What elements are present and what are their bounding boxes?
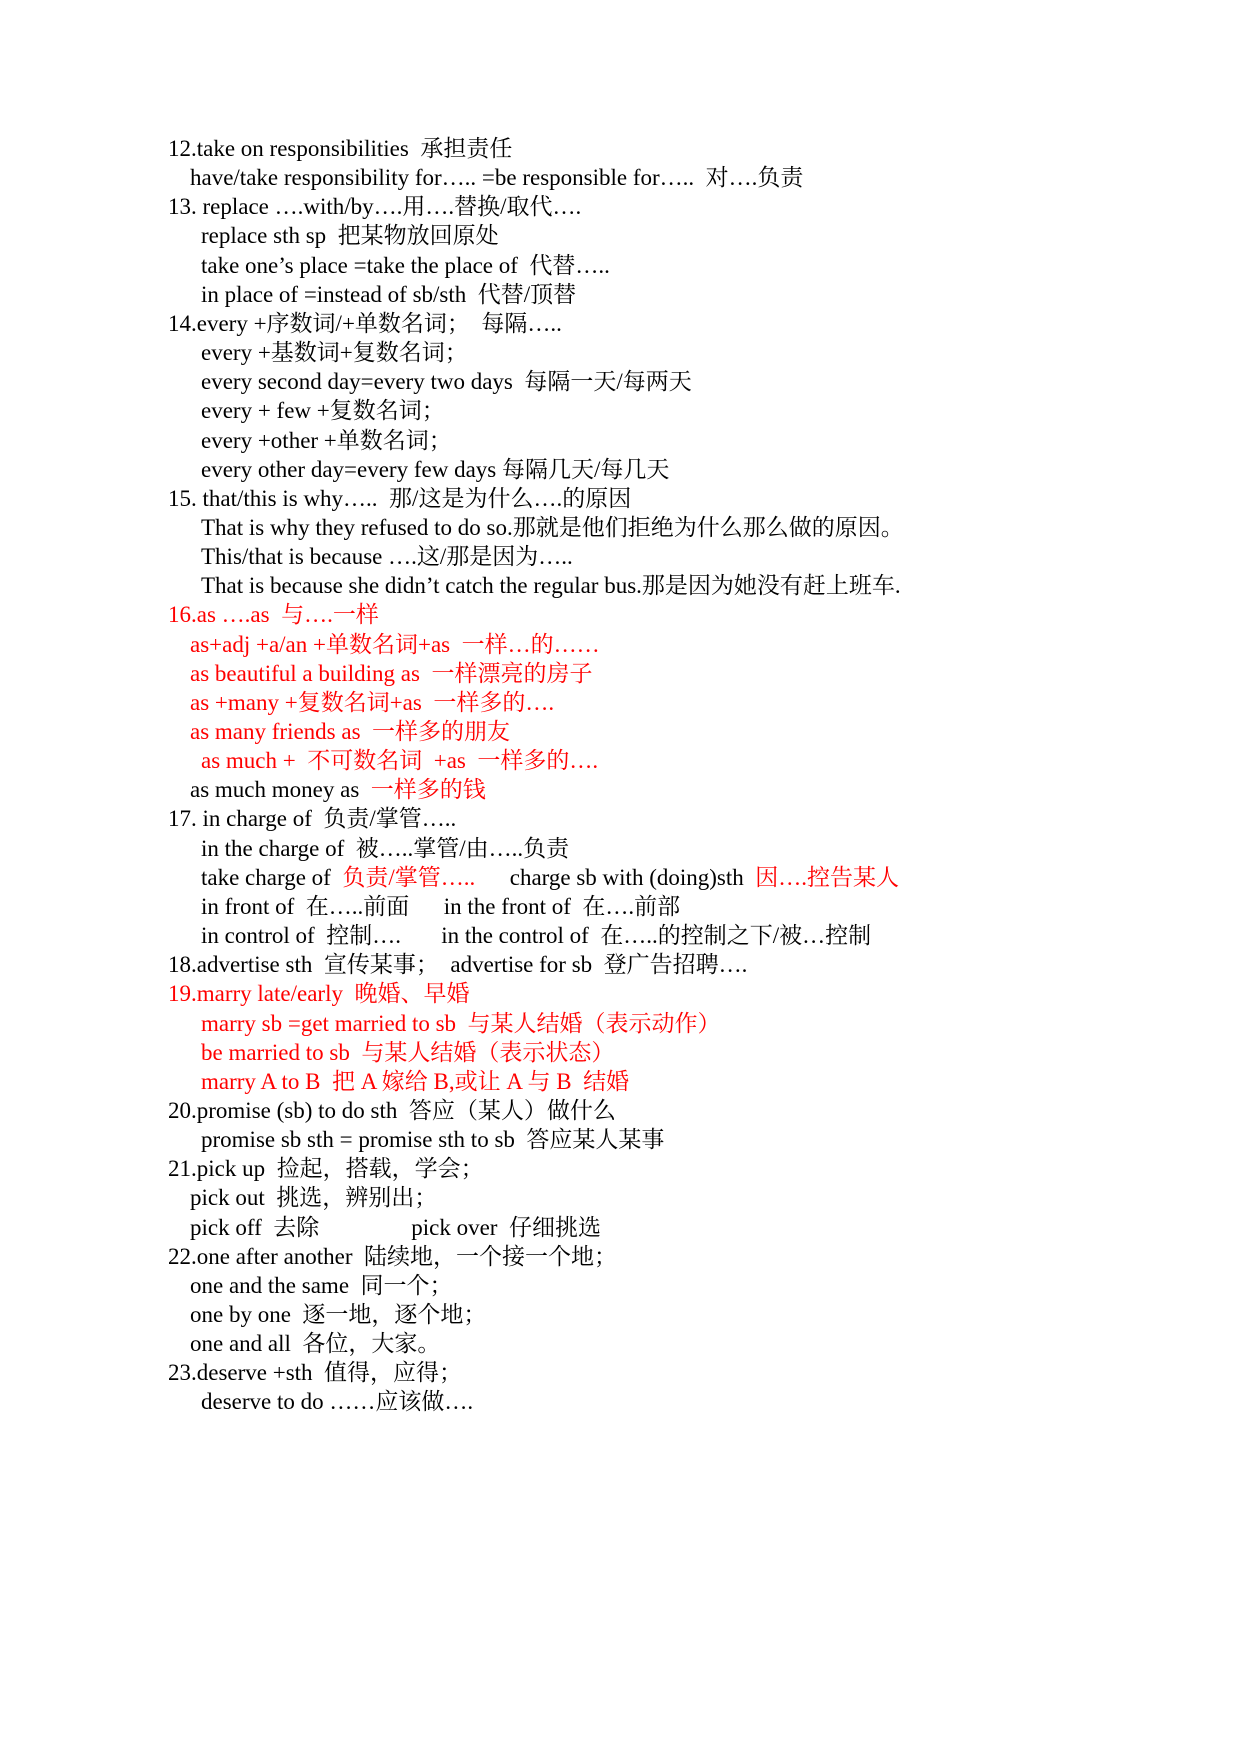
text-line: This/that is because ….这/那是因为….. — [201, 544, 573, 569]
text-line: replace sth sp 把某物放回原处 — [201, 223, 499, 248]
text-line: every +other +单数名词； — [201, 428, 452, 453]
text-line — [190, 775, 486, 805]
text-line: take one’s place =take the place of 代替….. — [201, 253, 610, 278]
text-segment: 因….控告某人 — [755, 865, 899, 890]
text-line: marry A to B 把 A 嫁给 B,或让 A 与 B 结婚 — [201, 1069, 630, 1094]
text-line: 14.every +序数词/+单数名词； 每隔….. — [168, 311, 562, 336]
text-line: in place of =instead of sb/sth 代替/顶替 — [201, 282, 577, 307]
text-line: in the charge of 被…..掌管/由…..负责 — [201, 836, 570, 861]
text-line: every +基数词+复数名词； — [201, 340, 468, 365]
text-line: one by one 逐一地，逐个地； — [190, 1302, 487, 1327]
text-line: That is because she didn’t catch the regular bus.那是因为她没有赶上班车. — [201, 573, 901, 598]
text-line: every other day=every few days 每隔几天/每几天 — [201, 457, 670, 482]
text-line: pick off 去除 pick over 仔细挑选 — [190, 1215, 601, 1240]
text-line: 16.as ….as 与….一样 — [168, 602, 379, 627]
text-segment: charge sb with (doing)sth — [475, 865, 756, 890]
text-line: in front of 在…..前面 in the front of 在….前部 — [201, 894, 681, 919]
text-line: 15. that/this is why….. 那/这是为什么….的原因 — [168, 486, 632, 511]
text-line: 13. replace ….with/by….用….替换/取代…. — [168, 194, 582, 219]
text-line: 23.deserve +sth 值得，应得； — [168, 1360, 463, 1385]
text-line: 20.promise (sb) to do sth 答应（某人）做什么 — [168, 1098, 616, 1123]
text-line: promise sb sth = promise sth to sb 答应某人某事 — [201, 1127, 665, 1152]
text-line: deserve to do ……应该做…. — [201, 1389, 474, 1414]
text-line: have/take responsibility for….. =be responsible for….. 对….负责 — [190, 165, 804, 190]
text-line: as beautiful a building as 一样漂亮的房子 — [190, 661, 593, 686]
text-line: as+adj +a/an +单数名词+as 一样…的…… — [190, 632, 600, 657]
text-line: as much + 不可数名词 +as 一样多的…. — [201, 748, 599, 773]
text-segment: 一样多的钱 — [370, 777, 486, 802]
text-segment: as much money as — [190, 777, 371, 802]
text-line: That is why they refused to do so.那就是他们拒绝为什么那么做的原因。 — [201, 515, 904, 540]
text-segment: 负责/掌管….. — [342, 865, 476, 890]
text-line: pick out 挑选，辨别出； — [190, 1185, 438, 1210]
text-line: as +many +复数名词+as 一样多的…. — [190, 690, 555, 715]
text-line — [201, 863, 899, 893]
text-segment: take charge of — [201, 865, 343, 890]
text-line: 18.advertise sth 宣传某事； advertise for sb 登广告招聘…. — [168, 952, 748, 977]
text-line: one and all 各位，大家。 — [190, 1331, 441, 1356]
text-line: in control of 控制…. in the control of 在…..的控制之下/被…控制 — [201, 923, 872, 948]
text-line: 12.take on responsibilities 承担责任 — [168, 136, 513, 161]
text-line: marry sb =get married to sb 与某人结婚（表示动作） — [201, 1011, 721, 1036]
text-line: 17. in charge of 负责/掌管….. — [168, 806, 457, 831]
text-line: 22.one after another 陆续地，一个接一个地； — [168, 1244, 618, 1269]
text-line: one and the same 同一个； — [190, 1273, 453, 1298]
text-line: as many friends as 一样多的朋友 — [190, 719, 511, 744]
text-line: every second day=every two days 每隔一天/每两天 — [201, 369, 692, 394]
text-line: every + few +复数名词； — [201, 398, 445, 423]
text-line: be married to sb 与某人结婚（表示状态） — [201, 1040, 615, 1065]
text-line: 21.pick up 捡起，搭载，学会； — [168, 1156, 484, 1181]
text-line: 19.marry late/early 晚婚、早婚 — [168, 981, 470, 1006]
